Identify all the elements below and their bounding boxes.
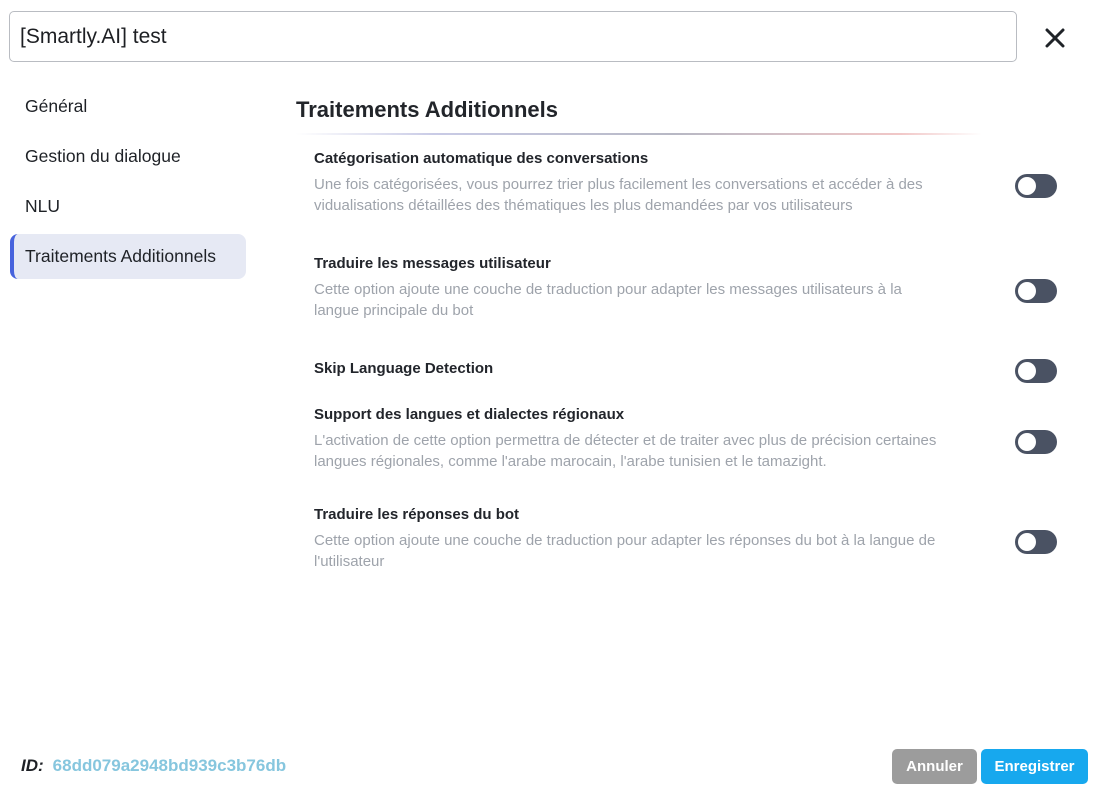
section-title: Traitements Additionnels [296, 97, 559, 122]
option-description: L'activation de cette option permettra de détecter et de traiter avec plus de précision certaines langues régionales, comme l'arabe marocain, l'arabe tunisien et le tamazight. [314, 432, 937, 470]
toggle-translate-user-messages[interactable] [1015, 279, 1057, 303]
option-title: Traduire les réponses du bot [314, 506, 520, 523]
bot-id-label: ID: [21, 756, 44, 775]
sidebar-item-additional-processing[interactable] [10, 234, 246, 279]
option-description: Une fois catégorisées, vous pourrez trier plus facilement les conversations et accéder à des vidualisations détaillées des thématiques les plus demandées par vos utilisateurs [314, 176, 923, 214]
save-button[interactable]: Enregistrer [981, 749, 1088, 784]
option-description: Cette option ajoute une couche de traduction pour adapter les messages utilisateurs à la langue principale du bot [314, 281, 902, 319]
section-divider [296, 133, 982, 135]
option-title: Catégorisation automatique des conversations [314, 150, 649, 167]
toggle-knob [1018, 433, 1036, 451]
close-button[interactable] [1036, 20, 1074, 56]
settings-sidebar [10, 84, 246, 284]
toggle-translate-bot-responses[interactable] [1015, 530, 1057, 554]
option-title: Skip Language Detection [314, 360, 494, 377]
cancel-button[interactable]: Annuler [892, 749, 977, 784]
option-skip-language-detection [314, 359, 1074, 379]
bot-name-input[interactable] [9, 11, 1017, 62]
sidebar-item-label: Général [25, 96, 88, 116]
option-title: Traduire les messages utilisateur [314, 255, 551, 272]
option-auto-categorization [314, 149, 1074, 216]
bot-id [21, 755, 286, 777]
sidebar-item-label: NLU [25, 196, 61, 216]
option-description: Cette option ajoute une couche de traduction pour adapter les réponses du bot à la langue de l'utilisateur [314, 532, 936, 570]
toggle-skip-language-detection[interactable] [1015, 359, 1057, 383]
toggle-knob [1018, 282, 1036, 300]
sidebar-item-label: Gestion du dialogue [25, 146, 181, 166]
option-translate-user-messages [314, 254, 1074, 321]
toggle-knob [1018, 533, 1036, 551]
option-regional-dialects [314, 405, 1074, 472]
toggle-auto-categorization[interactable] [1015, 174, 1057, 198]
close-icon [1045, 28, 1065, 48]
option-title: Support des langues et dialectes régionaux [314, 406, 625, 423]
toggle-knob [1018, 362, 1036, 380]
toggle-knob [1018, 177, 1036, 195]
option-translate-bot-responses [314, 505, 1074, 572]
toggle-regional-dialects[interactable] [1015, 430, 1057, 454]
settings-content [296, 95, 1076, 570]
sidebar-item-label: Traitements Additionnels [25, 246, 216, 266]
sidebar-item-nlu[interactable] [10, 184, 246, 229]
sidebar-item-dialogue-management[interactable] [10, 134, 246, 179]
sidebar-item-general[interactable] [10, 84, 246, 129]
bot-id-value: 68dd079a2948bd939c3b76db [52, 756, 287, 775]
